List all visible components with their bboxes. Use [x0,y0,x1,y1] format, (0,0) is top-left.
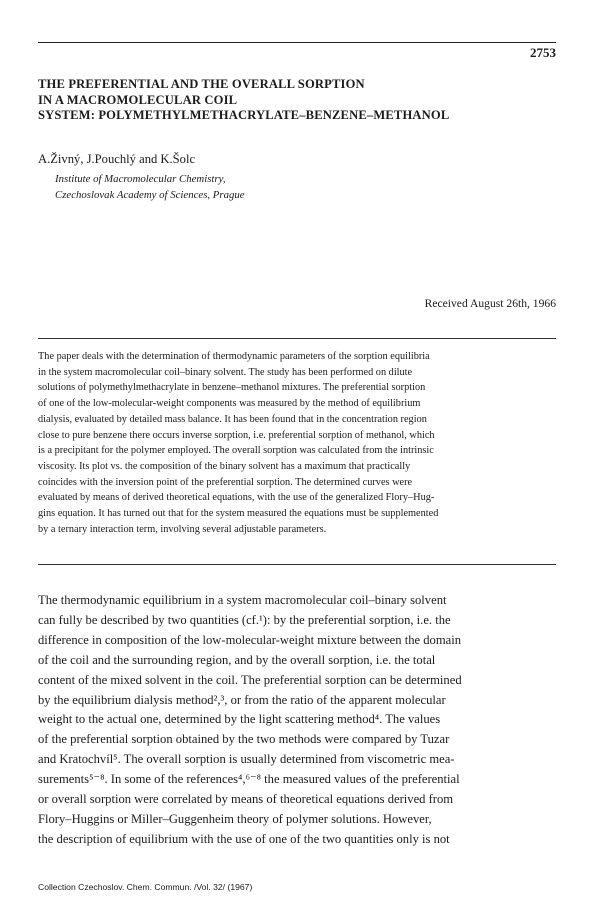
abstract-line: of one of the low-molecular-weight components was measured by the method of equilibrium [38,398,421,410]
page-number: 2753 [530,45,556,60]
body-line: of the preferential sorption obtained by the two methods were compared by Tuzar [38,732,450,747]
author-list: A.Živný, J.Pouchlý and K.Šolc [38,152,196,166]
abstract-line: solutions of polymethylmethacrylate in benzene–methanol mixtures. The preferential sorption [38,382,426,394]
affiliation [55,172,245,203]
body-line: and Kratochvíl⁵. The overall sorption is usually determined from viscometric mea- [38,752,455,767]
body-line: content of the mixed solvent in the coil. The preferential sorption can be determined [38,672,462,687]
header-rule [38,42,556,43]
abstract-line: close to pure benzene there occurs inverse sorption, i.e. preferential sorption of methanol, which [38,429,435,441]
abstract-line: coincides with the inversion point of the preferential sorption. The determined curves were [38,476,413,488]
abstract-bottom-rule [38,564,556,565]
affiliation-line-1: Institute of Macromolecular Chemistry, [55,173,226,185]
body-line: the description of equilibrium with the use of one of the two quantities only is not [38,831,450,846]
body-line: by the equilibrium dialysis method²,³, or from the ratio of the apparent molecular [38,692,446,707]
abstract-line: evaluated by means of derived theoretical equations, with the use of the generalized Flory–Hug- [38,492,435,504]
abstract-line: viscosity. Its plot vs. the composition of the binary solvent has a maximum that practically [38,460,411,472]
body-line: The thermodynamic equilibrium in a system macromolecular coil–binary solvent [38,593,447,607]
title-line-3: SYSTEM: POLYMETHYLMETHACRYLATE–BENZENE–METHANOL [38,108,450,122]
affiliation-line-2: Czechoslovak Academy of Sciences, Prague [55,188,245,201]
body-line: surements⁵⁻⁸. In some of the references⁴,⁶⁻⁸ the measured values of the preferential [38,772,460,787]
abstract [38,349,558,537]
abstract-line: in the system macromolecular coil–binary solvent. The study has been performed on dilute [38,366,413,378]
body-line: of the coil and the surrounding region, and by the overall sorption, i.e. the total [38,652,436,667]
abstract-line: The paper deals with the determination of thermodynamic parameters of the sorption equilibria [38,351,430,362]
abstract-line: is a precipitant for the polymer employed. The overall sorption was calculated from the intrinsic [38,445,434,457]
abstract-line: gins equation. It has turned out that for the system measured the equations must be supplemented [38,508,439,520]
received-date: Received August 26th, 1966 [424,297,556,310]
journal-footer: Collection Czechoslov. Chem. Commun. /Vol. 32/ (1967) [38,882,253,892]
abstract-line: dialysis, evaluated by detailed mass balance. It has been found that in the concentration region [38,413,427,425]
abstract-top-rule [38,338,556,339]
title-line-1: THE PREFERENTIAL AND THE OVERALL SORPTION [38,77,365,91]
body-line: can fully be described by two quantities (cf.¹): by the preferential sorption, i.e. the [38,612,451,627]
body-line: weight to the actual one, determined by the light scattering method⁴. The values [38,712,441,727]
body-line: or overall sorption were correlated by means of theoretical equations derived from [38,792,454,807]
body-text [38,591,562,850]
body-line: Flory–Huggins or Miller–Guggenheim theory of polymer solutions. However, [38,811,432,826]
body-line: difference in composition of the low-molecular-weight mixture between the domain [38,632,462,647]
article-title [38,77,568,124]
abstract-line: by a ternary interaction term, involving several adjustable parameters. [38,523,327,535]
title-line-2: IN A MACROMOLECULAR COIL [38,92,238,107]
